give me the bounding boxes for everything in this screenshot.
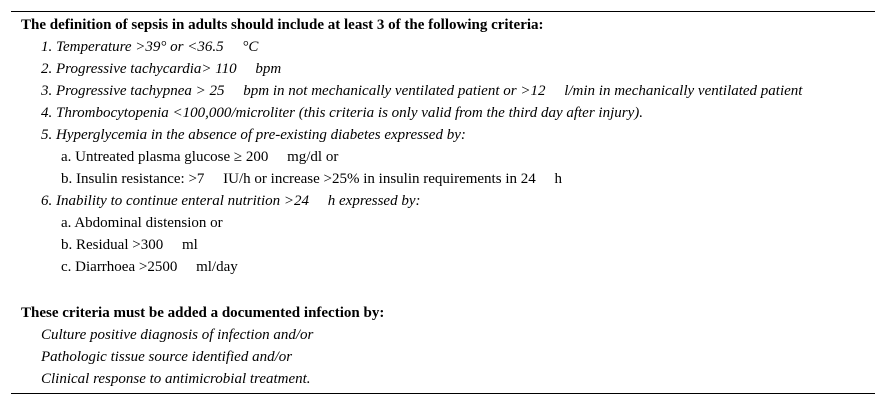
sepsis-criteria-table	[11, 11, 875, 394]
infection-item: Clinical response to antimicrobial treatment.	[41, 371, 311, 387]
criterion-tachycardia: 2. Progressive tachycardia> 110 bpm	[41, 61, 282, 77]
criterion-temperature: 1. Temperature >39° or <36.5 °C	[41, 39, 259, 55]
infection-item: Pathologic tissue source identified and/or	[41, 349, 293, 365]
nutrition-sub-item: a. Abdominal distension or	[61, 215, 223, 231]
nutrition-sub-item: b. Residual >300 ml	[61, 237, 198, 253]
criterion-enteral-nutrition: 6. Inability to continue enteral nutrition >24 h expressed by:	[41, 193, 421, 209]
criterion-hyperglycemia: 5. Hyperglycemia in the absence of pre-existing diabetes expressed by:	[41, 127, 466, 143]
criteria-heading: The definition of sepsis in adults should include at least 3 of the following criteria:	[21, 17, 544, 33]
hyperglycemia-sub-item: b. Insulin resistance: >7 IU/h or increase >25% in insulin requirements in 24 h	[61, 171, 562, 187]
hyperglycemia-sub-item: a. Untreated plasma glucose ≥ 200 mg/dl or	[61, 149, 339, 165]
nutrition-sub-item: c. Diarrhoea >2500 ml/day	[61, 259, 238, 275]
infection-heading: These criteria must be added a documented infection by:	[21, 305, 385, 321]
criterion-tachypnea: 3. Progressive tachypnea > 25 bpm in not mechanically ventilated patient or >12 l/min in mechanically ventilated patient	[41, 83, 803, 99]
criterion-thrombocytopenia: 4. Thrombocytopenia <100,000/microliter (this criteria is only valid from the third day after injury).	[41, 105, 644, 121]
infection-item: Culture positive diagnosis of infection and/or	[41, 327, 314, 343]
